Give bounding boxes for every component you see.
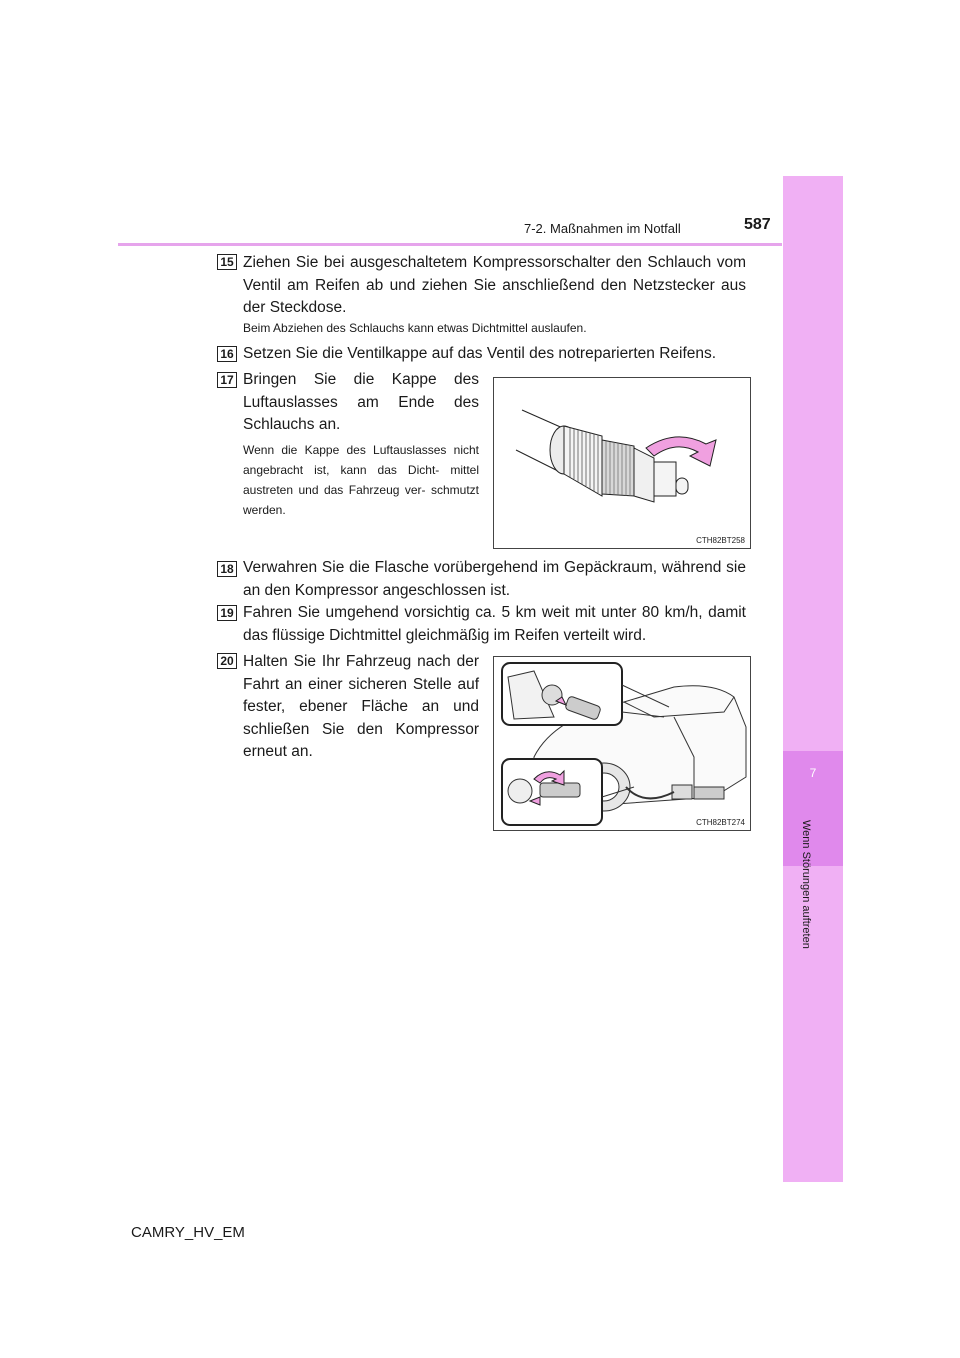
step-16-text: Setzen Sie die Ventilkappe auf das Ventil des notreparierten Reifens. bbox=[243, 345, 717, 362]
chapter-number: 7 bbox=[809, 766, 817, 780]
figure-code-1: CTH82BT258 bbox=[696, 536, 745, 545]
step-number-20: 20 bbox=[217, 653, 237, 669]
figure-code-2: CTH82BT274 bbox=[696, 818, 745, 827]
step-number-18: 18 bbox=[217, 561, 237, 577]
step-19-text: Fahren Sie umgehend vorsichtig ca. 5 km weit mit unter 80 km/h, damit das flüssige Dichtmittel gleichmäßig im Reifen verteilt wird. bbox=[243, 604, 746, 644]
step-number-19: 19 bbox=[217, 605, 237, 621]
chapter-title: Wenn Störungen auftreten bbox=[800, 820, 812, 949]
step-17-text: Bringen Sie die Kappe des Luftauslasses am Ende des Schlauchs an. bbox=[243, 371, 479, 433]
step-18-text: Verwahren Sie die Flasche vorübergehend im Gepäckraum, während sie an den Kompressor angeschlossen ist. bbox=[243, 559, 746, 599]
page-number: 587 bbox=[744, 216, 771, 233]
car-compressor-illustration bbox=[494, 657, 750, 830]
car-compressor-figure bbox=[493, 656, 751, 831]
hose-cap-illustration bbox=[494, 378, 750, 548]
step-17-note: Wenn die Kappe des Luftauslasses nicht angebracht ist, kann das Dicht- mittel austreten und das Fahrzeug ver- schmutzt werden. bbox=[243, 443, 479, 517]
chapter-side-tab bbox=[783, 176, 843, 1182]
model-code: CAMRY_HV_EM bbox=[131, 1224, 245, 1241]
step-number-15: 15 bbox=[217, 254, 237, 270]
step-20-text: Halten Sie Ihr Fahrzeug nach der Fahrt an einer sicheren Stelle auf fester, ebener Fläche an und schließen Sie den Kompressor erneut an. bbox=[243, 653, 479, 760]
step-number-16: 16 bbox=[217, 346, 237, 362]
hose-cap-figure bbox=[493, 377, 751, 549]
step-15-text: Ziehen Sie bei ausgeschaltetem Kompressorschalter den Schlauch vom Ventil am Reifen ab und ziehen Sie anschließend den Netzstecker aus der Steckdose. bbox=[243, 254, 746, 316]
step-15-note: Beim Abziehen des Schlauchs kann etwas Dichtmittel auslaufen. bbox=[243, 321, 587, 335]
step-number-17: 17 bbox=[217, 372, 237, 388]
header-rule bbox=[118, 243, 782, 246]
section-title: 7-2. Maßnahmen im Notfall bbox=[524, 221, 681, 236]
